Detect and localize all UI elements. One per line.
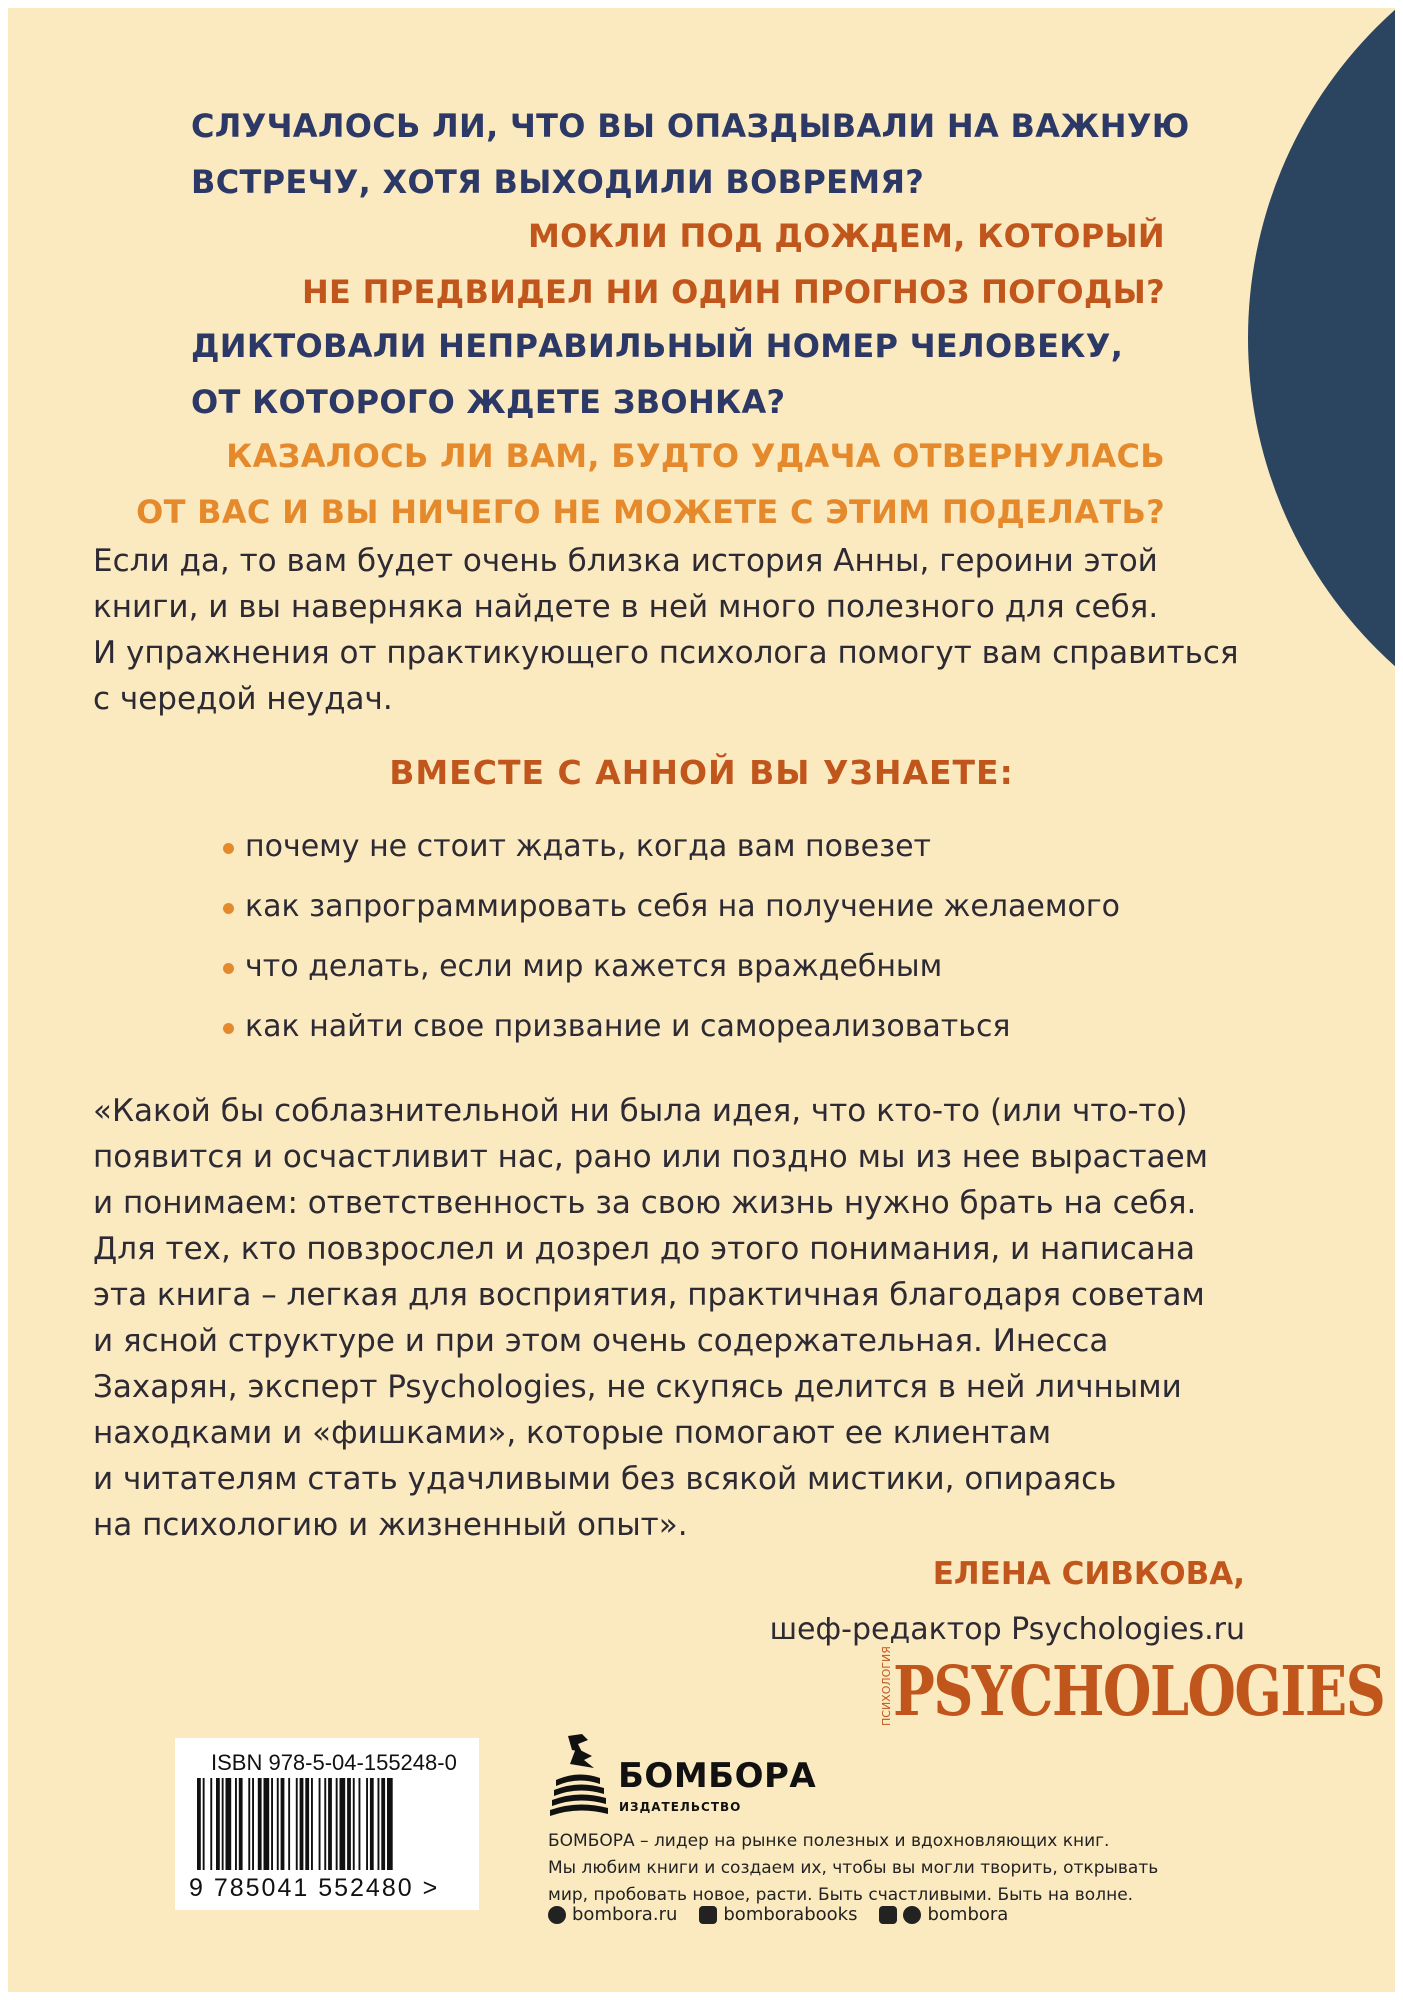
question-2-line-2: НЕ ПРЕДВИДЕЛ НИ ОДИН ПРОГНОЗ ПОГОДЫ?: [301, 273, 1165, 311]
publisher-socials: [548, 1904, 1008, 1925]
question-4-line-1: КАЗАЛОСЬ ЛИ ВАМ, БУДТО УДАЧА ОТВЕРНУЛАСЬ: [226, 437, 1165, 475]
list-item-text: как найти свое призвание и самореализоваться: [245, 1009, 1011, 1044]
question-2-line-1: МОКЛИ ПОД ДОЖДЕМ, КОТОРЫЙ: [528, 217, 1165, 255]
website-link[interactable]: [548, 1904, 677, 1925]
vk-link[interactable]: [699, 1904, 857, 1925]
quote-line: и ясной структуре и при этом очень содержательная. Инесса: [93, 1323, 1109, 1359]
bullet-dot-icon: [223, 903, 234, 914]
quote-line: появится и осчастливит нас, рано или поздно мы из нее вырастаем: [93, 1139, 1209, 1175]
psychologies-logo: PSYCHOLOGIES: [893, 1652, 1385, 1732]
quote-author-role: шеф-редактор Psychologies.ru: [769, 1612, 1245, 1647]
intro-paragraph: [93, 538, 1239, 722]
quote-paragraph: [93, 1088, 1208, 1548]
vk-text: bomborabooks: [723, 1904, 858, 1925]
plus-icon: [879, 1906, 897, 1924]
barcode-panel: [175, 1738, 479, 1910]
publisher-description-line: мир, пробовать новое, расти. Быть счастливыми. Быть на волне.: [548, 1885, 1134, 1905]
intro-line: Если да, то вам будет очень близка история Анны, героини этой: [93, 543, 1158, 579]
quote-line: «Какой бы соблазнительной ни была идея, что кто-то (или что-то): [93, 1093, 1188, 1129]
question-3-line-2: ОТ КОТОРОГО ЖДЕТЕ ЗВОНКА?: [191, 383, 786, 421]
quote-author-name: ЕЛЕНА СИВКОВА,: [932, 1556, 1245, 1592]
telegram-text: bombora: [927, 1904, 1009, 1925]
quote-line: и читателям стать удачливыми без всякой мистики, опираясь: [93, 1461, 1117, 1497]
question-1-line-2: ВСТРЕЧУ, ХОТЯ ВЫХОДИЛИ ВОВРЕМЯ?: [191, 163, 925, 201]
barcode-icon: [197, 1778, 457, 1878]
publisher-subtitle: ИЗДАТЕЛЬСТВО: [619, 1800, 742, 1814]
telegram-icon: [903, 1906, 921, 1924]
list-item: [223, 943, 1120, 1003]
list-item-text: как запрограммировать себя на получение желаемого: [245, 889, 1120, 924]
question-1-line-1: СЛУЧАЛОСЬ ЛИ, ЧТО ВЫ ОПАЗДЫВАЛИ НА ВАЖНУЮ: [191, 107, 1190, 145]
globe-icon: [548, 1906, 566, 1924]
list-item: [223, 883, 1120, 943]
vk-icon: [699, 1906, 717, 1924]
list-item-text: почему не стоит ждать, когда вам повезет: [245, 829, 932, 864]
quote-line: и понимаем: ответственность за свою жизнь нужно брать на себя.: [93, 1185, 1197, 1221]
quote-line: на психологию и жизненный опыт».: [93, 1507, 688, 1543]
decorative-circle: [1248, 8, 1395, 778]
intro-line: с чередой неудач.: [93, 681, 393, 717]
list-item: [223, 823, 1120, 883]
telegram-link[interactable]: [879, 1904, 1008, 1925]
isbn-number: ISBN 978-5-04-155248-0: [211, 1750, 457, 1775]
publisher-description-line: Мы любим книги и создаем их, чтобы вы могли творить, открывать: [548, 1858, 1159, 1878]
book-back-cover: [8, 8, 1395, 1992]
publisher-description-line: БОМБОРА – лидер на рынке полезных и вдохновляющих книг.: [548, 1831, 1110, 1851]
bombora-logo-icon: [548, 1730, 610, 1830]
quote-line: эта книга – легкая для восприятия, практичная благодаря советам: [93, 1277, 1205, 1313]
quote-line: Захарян, эксперт Psychologies, не скупясь делится в ней личными: [93, 1369, 1182, 1405]
bullet-dot-icon: [223, 1023, 234, 1034]
bullet-dot-icon: [223, 843, 234, 854]
question-4-line-2: ОТ ВАС И ВЫ НИЧЕГО НЕ МОЖЕТЕ С ЭТИМ ПОДЕЛАТЬ?: [136, 493, 1165, 531]
intro-line: И упражнения от практикующего психолога помогут вам справиться: [93, 635, 1239, 671]
learn-list: [223, 823, 1120, 1063]
list-item-text: что делать, если мир кажется враждебным: [245, 949, 943, 984]
publisher-name: БОМБОРА: [618, 1756, 817, 1796]
psychologies-logo-small: ПСИХОЛОГИЯ: [880, 1646, 893, 1726]
learn-heading: ВМЕСТЕ С АННОЙ ВЫ УЗНАЕТЕ:: [389, 753, 1014, 792]
question-3-line-1: ДИКТОВАЛИ НЕПРАВИЛЬНЫЙ НОМЕР ЧЕЛОВЕКУ,: [191, 327, 1124, 365]
publisher-description: [548, 1828, 1158, 1909]
bullet-dot-icon: [223, 963, 234, 974]
website-text: bombora.ru: [572, 1904, 678, 1925]
barcode-digits: 9 785041 552480 >: [189, 1874, 440, 1902]
list-item: [223, 1003, 1120, 1063]
intro-line: книги, и вы наверняка найдете в ней много полезного для себя.: [93, 589, 1159, 625]
quote-line: Для тех, кто повзрослел и дозрел до этого понимания, и написана: [93, 1231, 1196, 1267]
quote-line: находками и «фишками», которые помогают ее клиентам: [93, 1415, 1052, 1451]
